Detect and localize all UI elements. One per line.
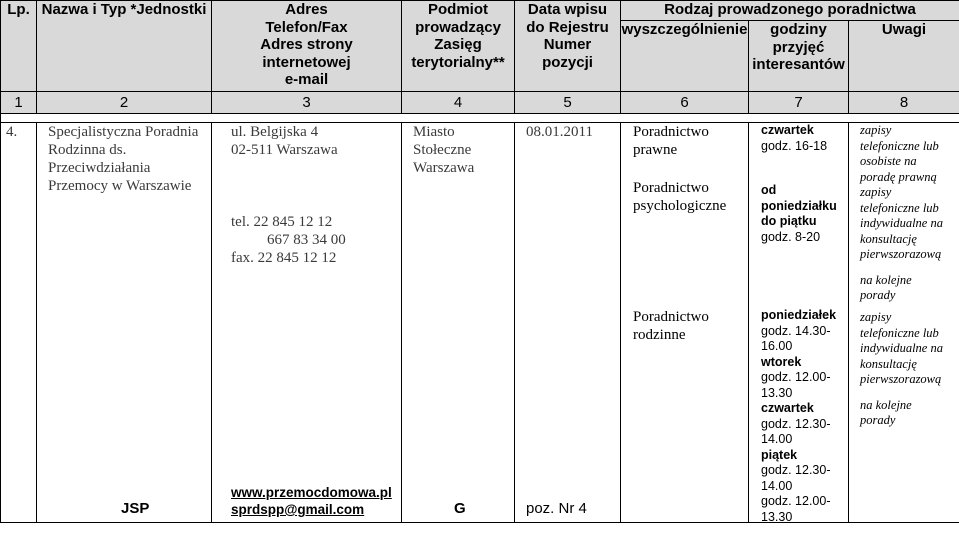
header-lp: Lp. bbox=[1, 1, 37, 92]
col-num-2: 2 bbox=[37, 92, 212, 114]
col-num-5: 5 bbox=[515, 92, 621, 114]
col-num-1: 1 bbox=[1, 92, 37, 114]
service-prawne: Poradnictwo prawne bbox=[633, 124, 709, 158]
row-nazwa: Specjalistyczna Poradnia Rodzinna ds. Przeciwdziałania Przemocy w Warszawie JSP bbox=[37, 123, 212, 523]
header-rodzaj: Rodzaj prowadzonego poradnictwa bbox=[621, 1, 959, 21]
email-link[interactable]: sprdspp@gmail.com bbox=[231, 502, 365, 517]
row-uwagi bbox=[849, 123, 959, 523]
website-link[interactable]: www.przemocdomowa.pl bbox=[231, 485, 392, 500]
header-nazwa: Nazwa i Typ *Jednostki bbox=[37, 1, 212, 92]
header-wyszczegolnienie: wyszczególnienie bbox=[621, 21, 749, 92]
row-godziny bbox=[749, 123, 849, 523]
hours-rodzinne: poniedziałek godz. 14.30- 16.00 wtorek godz. 12.00- 13.30 czwartek godz. 12.30- 14.00 piątek godz. 12.30- 14.00 godz. 12.00- 13.30 bbox=[761, 308, 837, 524]
entry-number: poz. Nr 4 bbox=[526, 500, 587, 517]
col-num-3: 3 bbox=[212, 92, 402, 114]
notes-prawne: zapisy telefoniczne lub osobiste na poradę prawną bbox=[860, 123, 939, 184]
row-wyszczegolnienie bbox=[621, 123, 749, 523]
zasieg: G bbox=[454, 500, 466, 517]
col-num-4: 4 bbox=[402, 92, 515, 114]
col-num-6: 6 bbox=[621, 92, 749, 114]
header-data-wpisu: Data wpisu do Rejestru Numer pozycji bbox=[515, 1, 621, 92]
header-podmiot: Podmiot prowadzący Zasięg terytorialny** bbox=[402, 1, 515, 92]
service-psychologiczne: Poradnictwo psychologiczne bbox=[633, 180, 727, 214]
notes-psychologiczne: zapisy telefoniczne lub indywidualne na konsultację pierwszorazową na kolejne porady bbox=[860, 185, 943, 302]
col-num-7: 7 bbox=[749, 92, 849, 114]
fax: fax. 22 845 12 12 bbox=[231, 250, 337, 266]
row-lp: 4. bbox=[1, 123, 37, 523]
header-uwagi: Uwagi bbox=[849, 21, 959, 92]
hours-prawne: czwartek godz. 16-18 bbox=[761, 123, 828, 153]
header-adres: Adres Telefon/Fax Adres strony internetowej e-mail bbox=[212, 1, 402, 92]
row-podmiot: Miasto Stołeczne Warszawa G bbox=[402, 123, 515, 523]
column-number-row bbox=[1, 92, 959, 114]
service-rodzinne: Poradnictwo rodzinne bbox=[633, 309, 709, 343]
row-adres: ul. Belgijska 4 02-511 Warszawa tel. 22 845 12 12 667 83 34 00 fax. 22 845 12 12 www.przemocdomowa.pl sprdspp@gmail.com bbox=[212, 123, 402, 523]
spacer-row bbox=[1, 114, 959, 123]
col-num-8: 8 bbox=[849, 92, 959, 114]
header-godziny: godziny przyjęć interesantów bbox=[749, 21, 849, 92]
row-data-wpisu: 08.01.2011 poz. Nr 4 bbox=[515, 123, 621, 523]
notes-rodzinne: zapisy telefoniczne lub indywidualne na konsultację pierwszorazową na kolejne porady bbox=[860, 310, 943, 427]
phone: tel. 22 845 12 12 bbox=[231, 214, 333, 230]
unit-type: JSP bbox=[121, 500, 150, 517]
hours-psychologiczne: od poniedziałku do piątku godz. 8-20 bbox=[761, 183, 837, 244]
phone-2: 667 83 34 00 bbox=[267, 232, 346, 248]
header-row-1 bbox=[1, 1, 959, 21]
table-row bbox=[1, 123, 959, 523]
